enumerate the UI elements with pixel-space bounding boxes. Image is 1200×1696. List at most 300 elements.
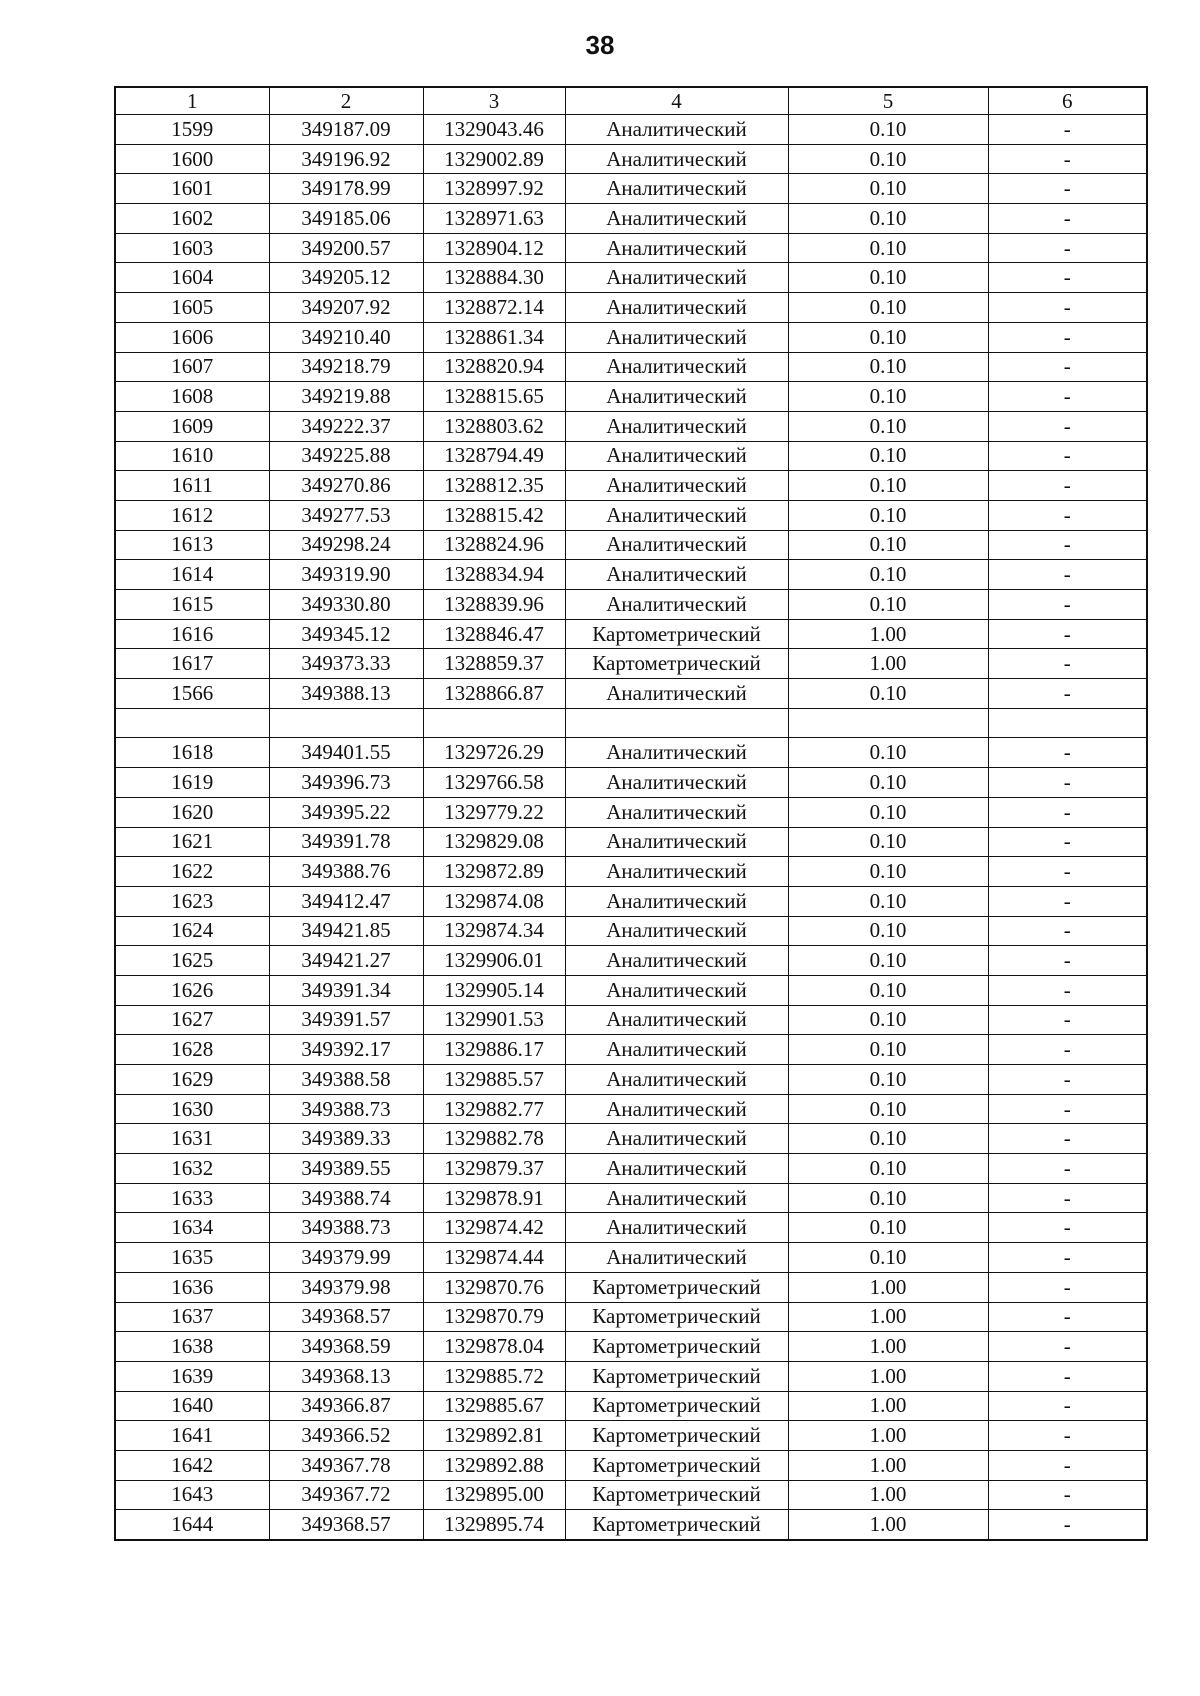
table-row — [115, 471, 1147, 501]
x-coordinate-cell: 349389.55 — [269, 1154, 423, 1184]
method-cell: Аналитический — [565, 1035, 788, 1065]
description-cell: - — [988, 649, 1147, 679]
y-coordinate-cell: 1329878.91 — [423, 1183, 565, 1213]
point-number-cell: 1644 — [115, 1510, 269, 1540]
table-row — [115, 500, 1147, 530]
description-cell: - — [988, 382, 1147, 412]
accuracy-cell: 0.10 — [788, 1243, 988, 1273]
accuracy-cell: 0.10 — [788, 946, 988, 976]
description-cell: - — [988, 1332, 1147, 1362]
description-cell: - — [988, 886, 1147, 916]
description-cell: - — [988, 1302, 1147, 1332]
header-row — [115, 87, 1147, 115]
method-cell: Аналитический — [565, 946, 788, 976]
description-cell: - — [988, 1272, 1147, 1302]
point-number-cell: 1599 — [115, 115, 269, 145]
method-cell: Аналитический — [565, 500, 788, 530]
accuracy-cell: 0.10 — [788, 174, 988, 204]
accuracy-cell: 0.10 — [788, 560, 988, 590]
description-cell: - — [988, 204, 1147, 234]
point-number-cell: 1629 — [115, 1065, 269, 1095]
y-coordinate-cell: 1329892.81 — [423, 1421, 565, 1451]
y-coordinate-cell: 1328815.42 — [423, 500, 565, 530]
y-coordinate-cell: 1329885.67 — [423, 1391, 565, 1421]
y-coordinate-cell: 1328904.12 — [423, 233, 565, 263]
y-coordinate-cell: 1328803.62 — [423, 411, 565, 441]
description-cell: - — [988, 1421, 1147, 1451]
table-row — [115, 352, 1147, 382]
x-coordinate-cell: 349401.55 — [269, 738, 423, 768]
x-coordinate-cell: 349196.92 — [269, 144, 423, 174]
method-cell: Картометрический — [565, 1510, 788, 1540]
method-cell: Аналитический — [565, 411, 788, 441]
table-row — [115, 1272, 1147, 1302]
method-cell: Картометрический — [565, 1332, 788, 1362]
x-coordinate-cell: 349388.76 — [269, 857, 423, 887]
y-coordinate-cell: 1329870.76 — [423, 1272, 565, 1302]
description-cell: - — [988, 1065, 1147, 1095]
x-coordinate-cell: 349368.57 — [269, 1510, 423, 1540]
description-cell: - — [988, 411, 1147, 441]
y-coordinate-cell: 1328812.35 — [423, 471, 565, 501]
x-coordinate-cell: 349368.13 — [269, 1361, 423, 1391]
point-number-cell: 1631 — [115, 1124, 269, 1154]
accuracy-cell: 0.10 — [788, 738, 988, 768]
y-coordinate-cell: 1329870.79 — [423, 1302, 565, 1332]
accuracy-cell: 1.00 — [788, 649, 988, 679]
description-cell: - — [988, 115, 1147, 145]
method-cell: Аналитический — [565, 263, 788, 293]
method-cell: Картометрический — [565, 1302, 788, 1332]
x-coordinate-cell: 349222.37 — [269, 411, 423, 441]
x-coordinate-cell: 349178.99 — [269, 174, 423, 204]
table-row — [115, 204, 1147, 234]
method-cell: Аналитический — [565, 1124, 788, 1154]
x-coordinate-cell — [269, 708, 423, 738]
accuracy-cell: 0.10 — [788, 530, 988, 560]
method-cell: Аналитический — [565, 471, 788, 501]
accuracy-cell: 0.10 — [788, 1124, 988, 1154]
table-row — [115, 1094, 1147, 1124]
table-row — [115, 590, 1147, 620]
point-number-cell: 1628 — [115, 1035, 269, 1065]
table-row — [115, 1065, 1147, 1095]
accuracy-cell: 1.00 — [788, 1302, 988, 1332]
accuracy-cell: 0.10 — [788, 1154, 988, 1184]
accuracy-cell: 0.10 — [788, 768, 988, 798]
table-row — [115, 1302, 1147, 1332]
table-row — [115, 560, 1147, 590]
method-cell: Аналитический — [565, 233, 788, 263]
y-coordinate-cell: 1328866.87 — [423, 679, 565, 709]
y-coordinate-cell: 1329885.57 — [423, 1065, 565, 1095]
point-number-cell: 1623 — [115, 886, 269, 916]
point-number-cell: 1616 — [115, 619, 269, 649]
description-cell: - — [988, 1183, 1147, 1213]
y-coordinate-cell: 1328997.92 — [423, 174, 565, 204]
x-coordinate-cell: 349367.72 — [269, 1480, 423, 1510]
accuracy-cell: 0.10 — [788, 204, 988, 234]
x-coordinate-cell: 349218.79 — [269, 352, 423, 382]
accuracy-cell: 0.10 — [788, 441, 988, 471]
point-number-cell: 1630 — [115, 1094, 269, 1124]
point-number-cell: 1636 — [115, 1272, 269, 1302]
point-number-cell: 1602 — [115, 204, 269, 234]
accuracy-cell: 1.00 — [788, 1361, 988, 1391]
method-cell: Аналитический — [565, 530, 788, 560]
description-cell: - — [988, 500, 1147, 530]
accuracy-cell: 0.10 — [788, 1035, 988, 1065]
x-coordinate-cell: 349345.12 — [269, 619, 423, 649]
x-coordinate-cell: 349277.53 — [269, 500, 423, 530]
y-coordinate-cell: 1328815.65 — [423, 382, 565, 412]
method-cell: Картометрический — [565, 619, 788, 649]
point-number-cell: 1633 — [115, 1183, 269, 1213]
y-coordinate-cell: 1329901.53 — [423, 1005, 565, 1035]
method-cell: Аналитический — [565, 1154, 788, 1184]
point-number-cell: 1622 — [115, 857, 269, 887]
point-number-cell: 1605 — [115, 293, 269, 323]
method-cell: Картометрический — [565, 1421, 788, 1451]
accuracy-cell: 1.00 — [788, 1421, 988, 1451]
point-number-cell: 1642 — [115, 1450, 269, 1480]
description-cell: - — [988, 857, 1147, 887]
description-cell: - — [988, 1035, 1147, 1065]
y-coordinate-cell: 1329895.00 — [423, 1480, 565, 1510]
method-cell: Аналитический — [565, 174, 788, 204]
point-number-cell: 1639 — [115, 1361, 269, 1391]
x-coordinate-cell: 349391.78 — [269, 827, 423, 857]
method-cell: Аналитический — [565, 1094, 788, 1124]
table-row — [115, 619, 1147, 649]
y-coordinate-cell: 1328839.96 — [423, 590, 565, 620]
point-number-cell: 1611 — [115, 471, 269, 501]
table-row — [115, 1005, 1147, 1035]
table-row — [115, 886, 1147, 916]
x-coordinate-cell: 349392.17 — [269, 1035, 423, 1065]
point-number-cell: 1635 — [115, 1243, 269, 1273]
method-cell: Аналитический — [565, 352, 788, 382]
method-cell: Аналитический — [565, 1213, 788, 1243]
table-row — [115, 1450, 1147, 1480]
table-row — [115, 1035, 1147, 1065]
table-row — [115, 1361, 1147, 1391]
point-number-cell: 1632 — [115, 1154, 269, 1184]
method-cell: Аналитический — [565, 827, 788, 857]
table-row — [115, 827, 1147, 857]
accuracy-cell: 0.10 — [788, 500, 988, 530]
method-cell: Аналитический — [565, 293, 788, 323]
point-number-cell: 1615 — [115, 590, 269, 620]
table-row — [115, 441, 1147, 471]
point-number-cell: 1621 — [115, 827, 269, 857]
table-row — [115, 649, 1147, 679]
description-cell: - — [988, 1391, 1147, 1421]
description-cell: - — [988, 679, 1147, 709]
table-row — [115, 1124, 1147, 1154]
table-row — [115, 975, 1147, 1005]
point-number-cell: 1617 — [115, 649, 269, 679]
description-cell: - — [988, 975, 1147, 1005]
accuracy-cell: 1.00 — [788, 1450, 988, 1480]
accuracy-cell: 0.10 — [788, 382, 988, 412]
description-cell: - — [988, 1361, 1147, 1391]
point-number-cell: 1603 — [115, 233, 269, 263]
accuracy-cell: 0.10 — [788, 411, 988, 441]
x-coordinate-cell: 349319.90 — [269, 560, 423, 590]
y-coordinate-cell: 1329878.04 — [423, 1332, 565, 1362]
accuracy-cell: 0.10 — [788, 679, 988, 709]
point-number-cell: 1625 — [115, 946, 269, 976]
description-cell: - — [988, 1094, 1147, 1124]
table-row — [115, 1510, 1147, 1540]
table-row — [115, 946, 1147, 976]
description-cell: - — [988, 1005, 1147, 1035]
x-coordinate-cell: 349391.34 — [269, 975, 423, 1005]
description-cell: - — [988, 827, 1147, 857]
x-coordinate-cell: 349225.88 — [269, 441, 423, 471]
point-number-cell: 1618 — [115, 738, 269, 768]
method-cell: Аналитический — [565, 916, 788, 946]
accuracy-cell: 0.10 — [788, 293, 988, 323]
x-coordinate-cell: 349391.57 — [269, 1005, 423, 1035]
table-row — [115, 382, 1147, 412]
x-coordinate-cell: 349412.47 — [269, 886, 423, 916]
description-cell: - — [988, 738, 1147, 768]
accuracy-cell: 0.10 — [788, 1005, 988, 1035]
table-row — [115, 797, 1147, 827]
y-coordinate-cell: 1329879.37 — [423, 1154, 565, 1184]
point-number-cell: 1607 — [115, 352, 269, 382]
method-cell: Аналитический — [565, 975, 788, 1005]
table-row — [115, 263, 1147, 293]
accuracy-cell: 1.00 — [788, 619, 988, 649]
method-cell: Аналитический — [565, 590, 788, 620]
column-header: 1 — [115, 87, 269, 115]
method-cell: Аналитический — [565, 1243, 788, 1273]
description-cell: - — [988, 1243, 1147, 1273]
table-row — [115, 1183, 1147, 1213]
y-coordinate-cell: 1328859.37 — [423, 649, 565, 679]
method-cell: Аналитический — [565, 144, 788, 174]
x-coordinate-cell: 349219.88 — [269, 382, 423, 412]
column-header: 6 — [988, 87, 1147, 115]
point-number-cell: 1610 — [115, 441, 269, 471]
y-coordinate-cell: 1329829.08 — [423, 827, 565, 857]
description-cell: - — [988, 441, 1147, 471]
x-coordinate-cell: 349205.12 — [269, 263, 423, 293]
description-cell: - — [988, 590, 1147, 620]
accuracy-cell: 0.10 — [788, 263, 988, 293]
accuracy-cell: 1.00 — [788, 1272, 988, 1302]
accuracy-cell: 0.10 — [788, 827, 988, 857]
y-coordinate-cell: 1329726.29 — [423, 738, 565, 768]
table-row — [115, 679, 1147, 709]
x-coordinate-cell: 349388.73 — [269, 1213, 423, 1243]
page-number: 38 — [585, 30, 615, 60]
method-cell: Аналитический — [565, 886, 788, 916]
method-cell: Аналитический — [565, 857, 788, 887]
table-row — [115, 293, 1147, 323]
accuracy-cell: 0.10 — [788, 590, 988, 620]
point-number-cell: 1634 — [115, 1213, 269, 1243]
method-cell: Картометрический — [565, 1450, 788, 1480]
table-row — [115, 1243, 1147, 1273]
table-row — [115, 768, 1147, 798]
accuracy-cell: 0.10 — [788, 1094, 988, 1124]
accuracy-cell: 0.10 — [788, 471, 988, 501]
method-cell: Аналитический — [565, 1065, 788, 1095]
accuracy-cell: 0.10 — [788, 857, 988, 887]
y-coordinate-cell: 1329882.77 — [423, 1094, 565, 1124]
table-row — [115, 233, 1147, 263]
y-coordinate-cell: 1329895.74 — [423, 1510, 565, 1540]
description-cell: - — [988, 322, 1147, 352]
x-coordinate-cell: 349366.52 — [269, 1421, 423, 1451]
y-coordinate-cell: 1328794.49 — [423, 441, 565, 471]
method-cell: Аналитический — [565, 1183, 788, 1213]
x-coordinate-cell: 349395.22 — [269, 797, 423, 827]
y-coordinate-cell: 1328824.96 — [423, 530, 565, 560]
y-coordinate-cell: 1329886.17 — [423, 1035, 565, 1065]
coordinates-table — [114, 86, 1148, 1541]
table-row — [115, 411, 1147, 441]
point-number-cell: 1612 — [115, 500, 269, 530]
point-number-cell: 1624 — [115, 916, 269, 946]
x-coordinate-cell: 349270.86 — [269, 471, 423, 501]
x-coordinate-cell: 349388.74 — [269, 1183, 423, 1213]
accuracy-cell: 0.10 — [788, 916, 988, 946]
x-coordinate-cell: 349379.99 — [269, 1243, 423, 1273]
description-cell: - — [988, 352, 1147, 382]
column-header: 4 — [565, 87, 788, 115]
point-number-cell: 1609 — [115, 411, 269, 441]
accuracy-cell: 0.10 — [788, 886, 988, 916]
accuracy-cell: 1.00 — [788, 1480, 988, 1510]
point-number-cell: 1638 — [115, 1332, 269, 1362]
x-coordinate-cell: 349373.33 — [269, 649, 423, 679]
description-cell: - — [988, 471, 1147, 501]
y-coordinate-cell: 1328834.94 — [423, 560, 565, 590]
method-cell: Картометрический — [565, 1361, 788, 1391]
column-header: 2 — [269, 87, 423, 115]
accuracy-cell: 0.10 — [788, 797, 988, 827]
point-number-cell: 1601 — [115, 174, 269, 204]
method-cell: Аналитический — [565, 738, 788, 768]
point-number-cell: 1619 — [115, 768, 269, 798]
point-number-cell: 1620 — [115, 797, 269, 827]
point-number-cell: 1640 — [115, 1391, 269, 1421]
point-number-cell: 1637 — [115, 1302, 269, 1332]
table-row — [115, 1391, 1147, 1421]
accuracy-cell: 0.10 — [788, 1183, 988, 1213]
table-row — [115, 1213, 1147, 1243]
x-coordinate-cell: 349379.98 — [269, 1272, 423, 1302]
table-row — [115, 857, 1147, 887]
method-cell: Аналитический — [565, 679, 788, 709]
x-coordinate-cell: 349396.73 — [269, 768, 423, 798]
description-cell: - — [988, 530, 1147, 560]
point-number-cell: 1606 — [115, 322, 269, 352]
description-cell — [988, 708, 1147, 738]
description-cell: - — [988, 946, 1147, 976]
x-coordinate-cell: 349368.59 — [269, 1332, 423, 1362]
method-cell: Аналитический — [565, 441, 788, 471]
y-coordinate-cell: 1328884.30 — [423, 263, 565, 293]
description-cell: - — [988, 1480, 1147, 1510]
accuracy-cell: 1.00 — [788, 1510, 988, 1540]
x-coordinate-cell: 349200.57 — [269, 233, 423, 263]
y-coordinate-cell: 1329002.89 — [423, 144, 565, 174]
x-coordinate-cell: 349388.13 — [269, 679, 423, 709]
y-coordinate-cell: 1329874.08 — [423, 886, 565, 916]
method-cell: Картометрический — [565, 1480, 788, 1510]
table-row — [115, 708, 1147, 738]
point-number-cell: 1566 — [115, 679, 269, 709]
x-coordinate-cell: 349388.73 — [269, 1094, 423, 1124]
method-cell: Аналитический — [565, 797, 788, 827]
x-coordinate-cell: 349207.92 — [269, 293, 423, 323]
description-cell: - — [988, 560, 1147, 590]
description-cell: - — [988, 768, 1147, 798]
method-cell: Аналитический — [565, 560, 788, 590]
accuracy-cell: 0.10 — [788, 115, 988, 145]
point-number-cell: 1600 — [115, 144, 269, 174]
y-coordinate-cell: 1328861.34 — [423, 322, 565, 352]
table-row — [115, 530, 1147, 560]
accuracy-cell: 1.00 — [788, 1391, 988, 1421]
table-row — [115, 1332, 1147, 1362]
description-cell: - — [988, 797, 1147, 827]
description-cell: - — [988, 1124, 1147, 1154]
y-coordinate-cell: 1329874.44 — [423, 1243, 565, 1273]
point-number-cell: 1614 — [115, 560, 269, 590]
y-coordinate-cell: 1329766.58 — [423, 768, 565, 798]
method-cell: Аналитический — [565, 322, 788, 352]
y-coordinate-cell: 1329043.46 — [423, 115, 565, 145]
method-cell: Аналитический — [565, 768, 788, 798]
accuracy-cell: 0.10 — [788, 322, 988, 352]
y-coordinate-cell: 1328846.47 — [423, 619, 565, 649]
point-number-cell: 1626 — [115, 975, 269, 1005]
description-cell: - — [988, 1510, 1147, 1540]
description-cell: - — [988, 1450, 1147, 1480]
x-coordinate-cell: 349421.85 — [269, 916, 423, 946]
table-row — [115, 115, 1147, 145]
x-coordinate-cell: 349421.27 — [269, 946, 423, 976]
table-body — [115, 87, 1147, 1540]
description-cell: - — [988, 144, 1147, 174]
accuracy-cell: 0.10 — [788, 144, 988, 174]
method-cell: Картометрический — [565, 1391, 788, 1421]
method-cell — [565, 708, 788, 738]
y-coordinate-cell: 1329906.01 — [423, 946, 565, 976]
description-cell: - — [988, 263, 1147, 293]
point-number-cell: 1641 — [115, 1421, 269, 1451]
method-cell: Картометрический — [565, 649, 788, 679]
accuracy-cell: 0.10 — [788, 975, 988, 1005]
x-coordinate-cell: 349388.58 — [269, 1065, 423, 1095]
column-header: 3 — [423, 87, 565, 115]
table-row — [115, 738, 1147, 768]
method-cell: Картометрический — [565, 1272, 788, 1302]
x-coordinate-cell: 349368.57 — [269, 1302, 423, 1332]
table-row — [115, 322, 1147, 352]
x-coordinate-cell: 349367.78 — [269, 1450, 423, 1480]
description-cell: - — [988, 1154, 1147, 1184]
table-row — [115, 1421, 1147, 1451]
y-coordinate-cell: 1329892.88 — [423, 1450, 565, 1480]
